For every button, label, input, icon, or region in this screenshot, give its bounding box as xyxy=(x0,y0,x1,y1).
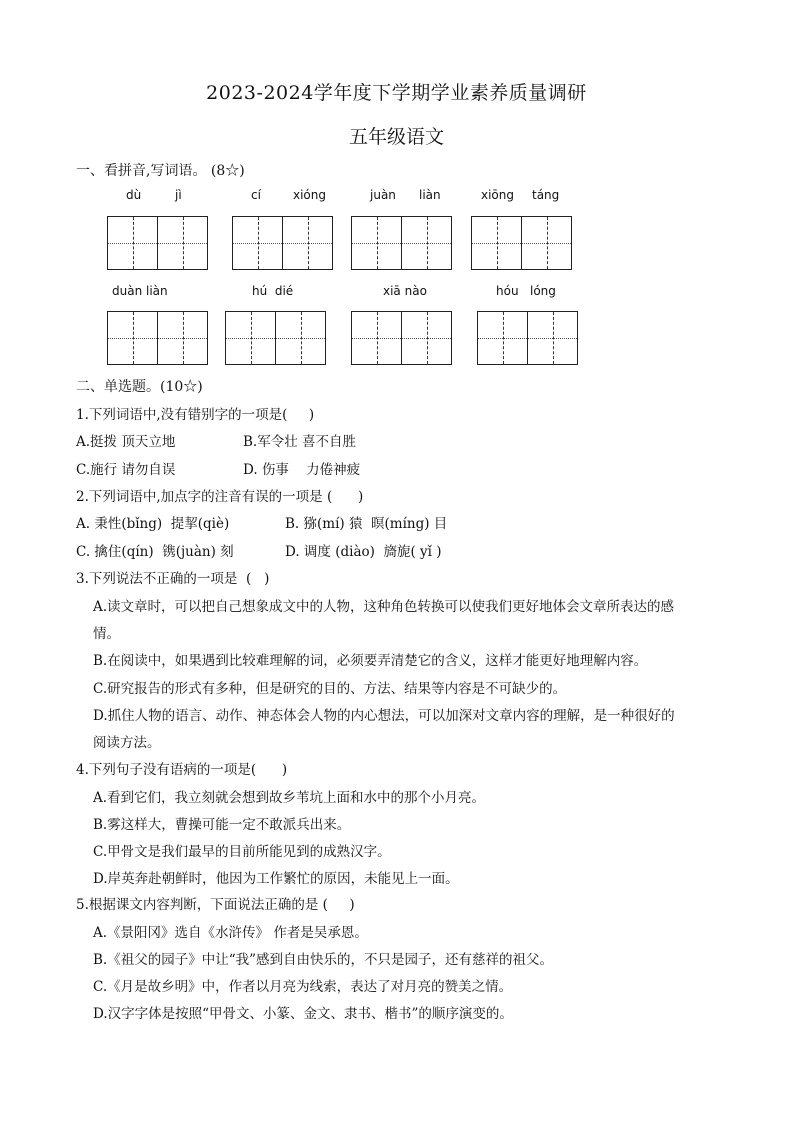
option-b[interactable]: B.《祖父的园子》中让“我”感到自由快乐的，不只是园子，还有慈祥的祖父。 xyxy=(93,952,554,968)
option-c[interactable]: C. 擒住(qín) 镌(juàn) 刻 xyxy=(76,544,234,560)
page-subtitle: 五年级语文 xyxy=(348,126,444,148)
writing-grid[interactable] xyxy=(351,216,452,270)
writing-grid[interactable] xyxy=(232,216,333,270)
grid-cell[interactable] xyxy=(226,312,275,364)
grid-cell[interactable] xyxy=(157,217,207,269)
grid-cell[interactable] xyxy=(401,217,451,269)
option-a-cont[interactable]: 情。 xyxy=(93,626,120,642)
grid-cell[interactable] xyxy=(233,217,282,269)
pinyin: cí xyxy=(251,188,261,202)
option-d[interactable]: D. 调度 (diào) 旖旎( yǐ ) xyxy=(285,544,442,560)
writing-grid[interactable] xyxy=(225,311,326,365)
pinyin: duàn liàn xyxy=(112,284,168,298)
grid-cell[interactable] xyxy=(521,217,571,269)
pinyin: xiōng xyxy=(481,188,514,202)
question-stem: 5.根据课文内容判断，下面说法正确的是 ( ) xyxy=(76,897,355,913)
grid-cell[interactable] xyxy=(527,312,577,364)
pinyin: juàn xyxy=(370,188,396,202)
grid-cell[interactable] xyxy=(401,312,451,364)
pinyin: hú dié xyxy=(252,284,294,298)
grid-cell[interactable] xyxy=(478,312,527,364)
option-a[interactable]: A. 秉性(bǐng) 提挈(qiè) xyxy=(76,516,230,532)
writing-grid[interactable] xyxy=(351,311,452,365)
option-b[interactable]: B.军令壮 喜不自胜 xyxy=(243,434,357,450)
option-c[interactable]: C.施行 请勿自误 xyxy=(76,462,176,478)
section1-heading: 一、看拼音,写词语。 (8☆) xyxy=(76,163,245,179)
option-d[interactable]: D. 伤事 力倦神疲 xyxy=(243,462,361,478)
option-d[interactable]: D.岸英奔赴朝鲜时，他因为工作繁忙的原因，未能见上一面。 xyxy=(93,871,459,887)
page-title: 2023-2024学年度下学期学业素养质量调研 xyxy=(206,82,587,104)
question-stem: 2.下列词语中,加点字的注音有误的一项是 ( ) xyxy=(76,489,364,505)
option-c[interactable]: C.研究报告的形式有多种，但是研究的目的、方法、结果等内容是不可缺少的。 xyxy=(93,681,567,697)
writing-grid[interactable] xyxy=(477,311,578,365)
pinyin: hóu lóng xyxy=(496,284,556,298)
option-a[interactable]: A.读文章时，可以把自己想象成文中的人物，这种角色转换可以使我们更好地体会文章所表达的感 xyxy=(93,599,675,615)
grid-cell[interactable] xyxy=(108,217,157,269)
option-d-cont[interactable]: 阅读方法。 xyxy=(93,735,161,751)
option-a[interactable]: A.看到它们，我立刻就会想到故乡苇坑上面和水中的那个小月亮。 xyxy=(93,790,486,806)
grid-cell[interactable] xyxy=(108,312,157,364)
option-a[interactable]: A.挺拨 顶天立地 xyxy=(76,434,176,450)
writing-grid[interactable] xyxy=(107,216,208,270)
option-b[interactable]: B. 猕(mí) 猿 暝(míng) 目 xyxy=(285,516,448,532)
question-stem: 4.下列句子没有语病的一项是( ) xyxy=(76,762,288,778)
option-b[interactable]: B.雾这样大，曹操可能一定不敢派兵出来。 xyxy=(93,817,351,833)
pinyin: liàn xyxy=(419,188,441,202)
pinyin: xiā nào xyxy=(383,284,427,298)
option-a[interactable]: A.《景阳冈》选自《水浒传》 作者是吴承恩。 xyxy=(93,925,368,941)
pinyin: táng xyxy=(532,188,560,202)
pinyin: dù xyxy=(126,188,142,202)
option-b[interactable]: B.在阅读中，如果遇到比较难理解的词，必须要弄清楚它的含义，这样才能更好地理解内容。 xyxy=(93,653,648,669)
option-d[interactable]: D.抓住人物的语言、动作、神态体会人物的内心想法，可以加深对文章内容的理解，是一种很好的 xyxy=(93,708,675,724)
option-c[interactable]: C.甲骨文是我们最早的目前所能见到的成熟汉字。 xyxy=(93,844,391,860)
pinyin: jì xyxy=(175,188,182,202)
grid-cell[interactable] xyxy=(275,312,325,364)
pinyin: xióng xyxy=(293,188,326,202)
question-stem: 1.下列词语中,没有错别字的一项是( ) xyxy=(76,407,315,423)
grid-cell[interactable] xyxy=(472,217,521,269)
grid-cell[interactable] xyxy=(157,312,207,364)
option-d[interactable]: D.汉字字体是按照“甲骨文、小篆、金文、隶书、楷书”的顺序演变的。 xyxy=(93,1006,513,1022)
option-c[interactable]: C.《月是故乡明》中，作者以月亮为线索，表达了对月亮的赞美之情。 xyxy=(93,979,513,995)
grid-cell[interactable] xyxy=(352,312,401,364)
writing-grid[interactable] xyxy=(471,216,572,270)
section2-heading: 二、单选题。(10☆) xyxy=(76,379,203,395)
question-stem: 3.下列说法不正确的一项是 ( ) xyxy=(76,571,270,587)
writing-grid[interactable] xyxy=(107,311,208,365)
grid-cell[interactable] xyxy=(352,217,401,269)
grid-cell[interactable] xyxy=(282,217,332,269)
